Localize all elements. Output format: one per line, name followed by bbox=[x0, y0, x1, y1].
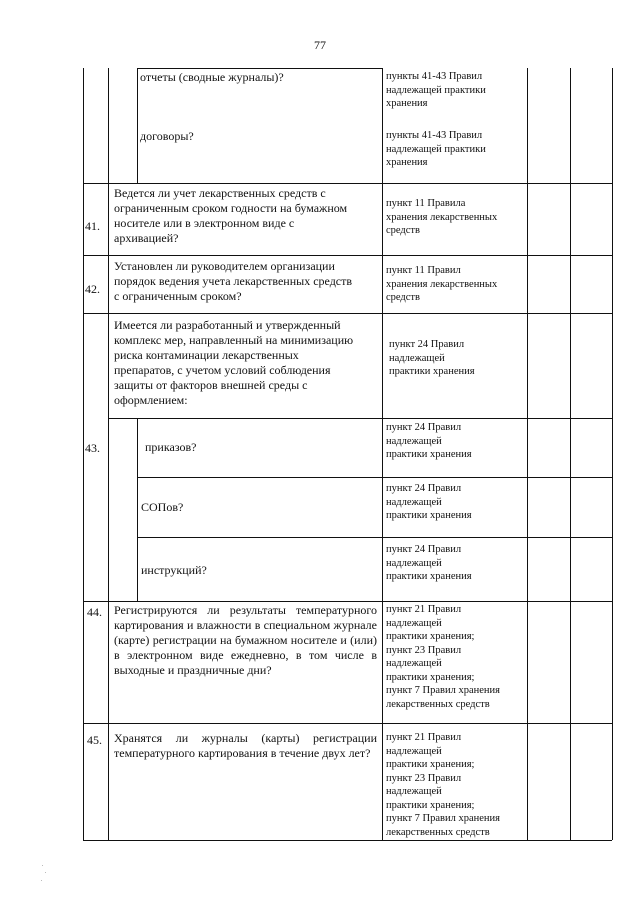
rule-row-45-bottom bbox=[83, 840, 612, 841]
question-text: договоры? bbox=[140, 129, 194, 143]
rule-top bbox=[137, 68, 382, 69]
reference-text: пункт 21 Правил надлежащей практики хранения; пункт 23 Правил надлежащей практики хранения; пункт 7 Правил хранения лекарственных средств bbox=[386, 604, 500, 710]
question-text: Установлен ли руководителем организации порядок ведения учета лекарственных средств с ограниченным сроком? bbox=[114, 259, 353, 303]
rule-sub-sops-bottom bbox=[137, 537, 612, 538]
rule-left bbox=[83, 68, 84, 840]
rule-sub-orders-bottom bbox=[137, 477, 612, 478]
row-number: 41. bbox=[85, 219, 100, 233]
reference-text: пункт 21 Правил надлежащей практики хранения; пункт 23 Правил надлежащей практики хранения; пункт 7 Правил хранения лекарственных средств bbox=[386, 732, 500, 838]
rule-row-40-bottom bbox=[83, 183, 612, 184]
question-text: Ведется ли учет лекарственных средств с ограниченным сроком годности на бумажном носителе или в электронном виде с архивацией? bbox=[114, 186, 348, 245]
row-number: 43. bbox=[85, 441, 100, 455]
rule-answer-col bbox=[570, 68, 571, 840]
reference-text: пункты 41-43 Правил надлежащей практики хранения bbox=[386, 71, 486, 109]
reference-text: пункт 24 Правил надлежащей практики хранения bbox=[386, 544, 472, 582]
scan-specks bbox=[40, 860, 50, 890]
row-number: 42. bbox=[85, 282, 100, 296]
reference-text: пункт 24 Правил надлежащей практики хранения bbox=[386, 483, 472, 521]
rule-sub-col-a bbox=[137, 68, 138, 183]
question-text: инструкций? bbox=[141, 563, 207, 577]
rule-question-col bbox=[382, 68, 383, 840]
rule-reference-col bbox=[527, 68, 528, 840]
reference-text: пункт 24 Правил надлежащей практики хранения bbox=[386, 422, 472, 460]
rule-row-44-bottom bbox=[83, 723, 612, 724]
question-text: Регистрируются ли результаты температурного картирования и влажности в специальном журнале (карте) регистрации на бумажном носителе и (или) в электронном виде ежедневно, в том числе в выходные и праздничные дни? bbox=[114, 603, 377, 677]
rule-sub-col-b bbox=[137, 418, 138, 601]
rule-row-43-bottom bbox=[83, 601, 612, 602]
question-text: приказов? bbox=[145, 440, 197, 454]
row-number: 44. bbox=[87, 605, 102, 619]
reference-text: пункт 11 Правил хранения лекарственных средств bbox=[386, 265, 498, 303]
rule-num-col bbox=[108, 68, 109, 840]
reference-text: пункты 41-43 Правил надлежащей практики хранения bbox=[386, 130, 486, 168]
reference-text: пункт 11 Правила хранения лекарственных средств bbox=[386, 198, 498, 236]
question-text: отчеты (сводные журналы)? bbox=[140, 70, 284, 84]
question-text: СОПов? bbox=[141, 500, 184, 514]
row-number: 45. bbox=[87, 733, 102, 747]
rule-row-43-main-bottom bbox=[108, 418, 612, 419]
rule-row-42-bottom bbox=[83, 313, 612, 314]
reference-text: пункт 24 Правил надлежащей практики хранения bbox=[389, 339, 475, 377]
rule-row-41-bottom bbox=[83, 255, 612, 256]
question-text: Имеется ли разработанный и утвержденный комплекс мер, направленный на минимизацию риска контаминации лекарственных препаратов, с учетом условий соблюдения защиты от факторов внешней среды с оформлением: bbox=[114, 318, 354, 407]
rule-right bbox=[612, 68, 613, 840]
page-number: 77 bbox=[314, 38, 326, 52]
question-text: Хранятся ли журналы (карты) регистрации температурного картирования в течение двух лет? bbox=[114, 731, 377, 760]
